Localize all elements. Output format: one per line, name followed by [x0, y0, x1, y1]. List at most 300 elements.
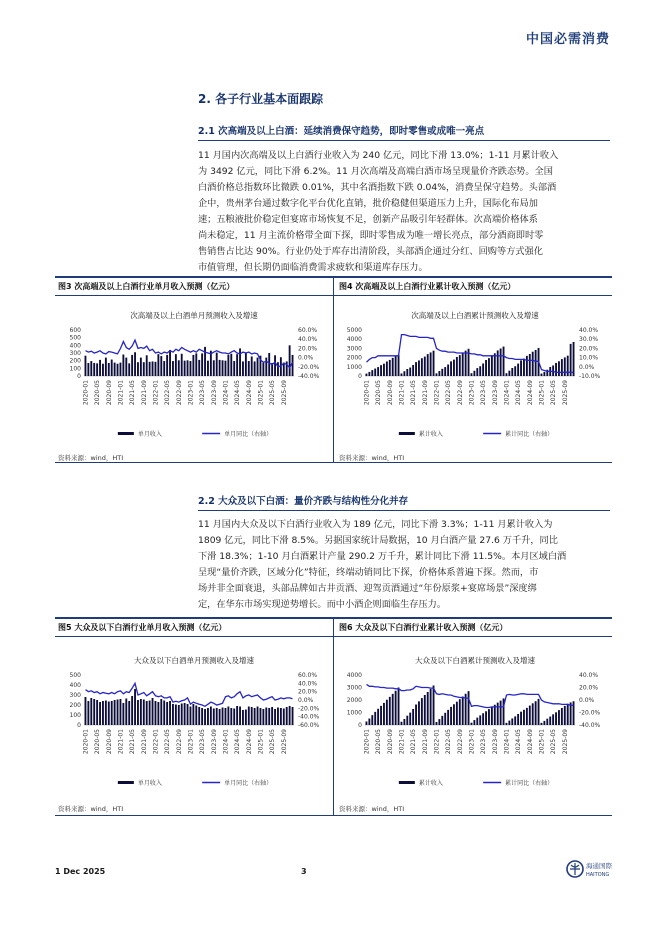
bar	[117, 700, 119, 726]
bar	[105, 701, 107, 726]
x-tick: 2025-05	[550, 380, 558, 406]
y-left-tick: 0	[77, 373, 81, 380]
y-left-tick: 500	[69, 334, 81, 342]
x-tick: 2022-05	[445, 729, 453, 755]
bar	[192, 704, 194, 725]
chart-fig6	[339, 645, 611, 795]
y-left-tick: 3000	[346, 345, 362, 353]
x-tick: 2025-09	[561, 729, 569, 755]
x-tick: 2024-05	[515, 380, 523, 406]
y-left-tick: 500	[69, 672, 81, 679]
y-right-tick: 20.0%	[298, 345, 318, 353]
x-tick: 2022-01	[433, 380, 441, 406]
text-line: 企中，贵州茅台通过数字化平台优化直销，批价稳健但渠道压力上升，国际化布局加	[198, 198, 538, 209]
x-tick: 2024-01	[503, 380, 511, 406]
x-tick: 2021-05	[129, 380, 137, 406]
figure-6-source: 资料来源：wind，HTI	[339, 805, 405, 813]
bar	[163, 361, 165, 376]
legend-label: 累计收入	[418, 780, 443, 787]
x-tick: 2024-09	[245, 729, 253, 755]
bar	[424, 357, 426, 376]
legend-label: 单月收入	[137, 431, 162, 438]
y-right-tick: 20.0%	[579, 684, 599, 692]
x-tick: 2020-05	[94, 729, 102, 755]
bar	[459, 699, 461, 725]
bar	[108, 363, 110, 376]
bar	[122, 703, 124, 725]
bar	[380, 365, 382, 376]
y-right-tick: -20.0%	[298, 705, 320, 713]
y-right-tick: -40.0%	[579, 722, 601, 729]
bar	[286, 707, 288, 725]
bar	[201, 708, 203, 725]
bar	[421, 698, 423, 725]
x-tick: 2022-01	[433, 729, 441, 755]
bar	[225, 361, 227, 376]
x-tick: 2023-05	[199, 729, 207, 755]
bar	[473, 371, 475, 376]
bar	[514, 366, 516, 376]
text-line: 11 月国内次高端及以上白酒行业收入为 240 亿元，同比下滑 13.0%；1-11 月累计收入	[198, 150, 559, 161]
bar	[175, 354, 177, 376]
bar	[289, 345, 291, 376]
x-tick: 2020-09	[105, 729, 113, 755]
bar	[292, 355, 294, 376]
text-line: 1809 亿元，同比下滑 8.5%。另据国家统计局数据，10 月白酒产量 27.6 万千升，同比	[198, 535, 558, 546]
bar	[216, 353, 218, 376]
bar	[274, 355, 276, 376]
bar	[233, 361, 235, 376]
x-tick: 2021-05	[410, 729, 418, 755]
bar	[114, 700, 116, 725]
bar	[190, 707, 192, 726]
haitong-logo-icon	[566, 858, 616, 880]
bar	[248, 361, 250, 376]
bar	[529, 354, 531, 376]
x-tick: 2024-05	[234, 380, 242, 406]
bar	[140, 358, 142, 376]
x-tick: 2022-01	[152, 729, 160, 755]
bar	[90, 698, 92, 725]
bar	[280, 708, 282, 725]
bar	[503, 347, 505, 376]
bar	[169, 350, 171, 376]
bar	[412, 709, 414, 725]
bar	[251, 356, 253, 376]
x-tick: 2020-01	[363, 380, 371, 406]
bar	[102, 364, 104, 376]
bar	[227, 707, 229, 726]
y-left-tick: 0	[77, 722, 81, 729]
y-left-tick: 5000	[346, 327, 362, 334]
bar	[403, 719, 405, 725]
bar	[401, 722, 403, 725]
x-tick: 2023-09	[210, 380, 218, 406]
legend-bar-swatch	[399, 781, 415, 784]
bar	[265, 358, 267, 376]
bar	[93, 699, 95, 725]
bar	[366, 374, 368, 376]
bar	[558, 710, 560, 725]
chart-title: 次高端及以上白酒单月预测收入及增速	[130, 311, 258, 320]
x-tick: 2024-05	[515, 729, 523, 755]
bar	[236, 354, 238, 376]
bar	[117, 364, 119, 376]
bar	[93, 363, 95, 376]
bar	[257, 358, 259, 376]
text-line: 白酒价格总指数环比微跌 0.01%，其中名酒指数下跌 0.04%，消费呈保守趋势。头部酒	[198, 182, 557, 193]
x-tick: 2023-01	[468, 380, 476, 406]
bar	[227, 355, 229, 376]
bar	[374, 369, 376, 376]
bar	[517, 714, 519, 725]
x-tick: 2023-05	[480, 729, 488, 755]
bar	[181, 354, 183, 376]
bar	[225, 708, 227, 725]
bar	[239, 707, 241, 726]
y-left-tick: 0	[358, 373, 362, 380]
legend-label: 累计收入	[418, 431, 443, 438]
bar	[245, 353, 247, 376]
bar	[506, 723, 508, 725]
x-tick: 2020-09	[386, 729, 394, 755]
y-left-tick: 400	[69, 682, 81, 689]
bar	[398, 355, 400, 376]
bar	[479, 715, 481, 725]
bar	[210, 707, 212, 726]
y-left-tick: 400	[69, 342, 81, 350]
bar	[207, 361, 209, 376]
figure-panel-bottom-rule	[55, 462, 612, 463]
x-tick: 2023-09	[491, 729, 499, 755]
y-right-tick: -20.0%	[298, 363, 320, 371]
bar	[532, 703, 534, 725]
bar	[137, 362, 139, 376]
bar	[85, 697, 87, 725]
bar	[462, 697, 464, 726]
bar	[424, 695, 426, 725]
x-tick: 2021-09	[421, 729, 429, 755]
y-left-tick: 1000	[346, 709, 362, 717]
bar	[386, 361, 388, 376]
bar	[444, 367, 446, 376]
bar	[178, 360, 180, 376]
x-tick: 2024-01	[222, 380, 230, 406]
bar	[131, 355, 133, 376]
bar	[239, 348, 241, 376]
y-right-tick: -60.0%	[298, 722, 320, 729]
bar	[254, 361, 256, 376]
bar	[526, 708, 528, 725]
y-right-tick: 0.0%	[579, 363, 595, 371]
figure-6-title: 图6 大众及以下白酒行业累计收入预测（亿元）	[339, 623, 508, 632]
bar	[248, 707, 250, 726]
bar	[398, 688, 400, 726]
bar	[529, 706, 531, 725]
bar	[143, 700, 145, 726]
bar	[230, 354, 232, 376]
bar	[406, 716, 408, 725]
bar	[374, 712, 376, 725]
y-left-tick: 600	[69, 327, 81, 334]
bar	[120, 699, 122, 725]
bar	[175, 705, 177, 726]
bar	[543, 372, 545, 376]
figure-5-title: 图5 大众及以下白酒行业单月收入预测（亿元）	[58, 623, 227, 632]
bar	[152, 361, 154, 376]
legend-bar-swatch	[118, 781, 134, 784]
x-tick: 2022-05	[164, 380, 172, 406]
bar	[87, 701, 89, 725]
bar	[157, 354, 159, 376]
x-tick: 2021-01	[117, 380, 125, 406]
y-right-tick: 40.0%	[298, 336, 318, 344]
x-tick: 2021-01	[117, 729, 125, 755]
subsection-title-2-2: 2.2 大众及以下白酒：量价齐跌与结构性分化并存	[198, 496, 409, 507]
bar	[96, 700, 98, 725]
x-tick: 2025-01	[257, 729, 265, 755]
y-left-tick: 2000	[346, 697, 362, 704]
bar	[219, 709, 221, 725]
bar	[134, 352, 136, 376]
x-tick: 2020-01	[363, 729, 371, 755]
bar	[453, 360, 455, 376]
bar	[245, 710, 247, 726]
bar	[131, 696, 133, 725]
bar	[415, 705, 417, 726]
x-tick: 2023-05	[480, 380, 488, 406]
bar	[178, 705, 180, 725]
bar	[520, 712, 522, 725]
text-line: 呈现“量价齐跌，区域分化”特征，终端动销同比下探，价格体系普遍下探。然而，市	[198, 567, 539, 578]
bar	[436, 722, 438, 725]
bar	[500, 701, 502, 725]
bar	[213, 709, 215, 726]
bar	[488, 709, 490, 725]
bar	[96, 363, 98, 376]
bar	[450, 361, 452, 376]
chart-title: 次高端及以上白酒累计预测收入及增速	[411, 311, 539, 320]
x-tick: 2022-09	[175, 380, 183, 406]
bar	[392, 694, 394, 725]
x-tick: 2021-05	[129, 729, 137, 755]
chart-fig3	[58, 300, 330, 446]
bar	[558, 361, 560, 376]
bar	[389, 697, 391, 725]
series-line	[367, 335, 574, 373]
bar	[377, 367, 379, 376]
bar	[242, 361, 244, 376]
x-tick: 2023-01	[468, 729, 476, 755]
bar	[128, 701, 130, 725]
bar	[160, 699, 162, 725]
bar	[85, 356, 87, 376]
bar	[111, 701, 113, 725]
bar	[371, 715, 373, 725]
text-line: 11 月国内大众及以下白酒行业收入为 189 亿元，同比下滑 3.3%；1-11 月累计收入为	[198, 519, 553, 530]
bar	[292, 707, 294, 725]
section-title: 2. 各子行业基本面跟踪	[198, 92, 324, 106]
bar	[497, 703, 499, 725]
subsection-title-2-1: 2.1 次高端及以上白酒：延续消费保守趋势，即时零售或成唯一亮点	[198, 126, 485, 137]
bar	[236, 706, 238, 725]
x-tick: 2020-01	[82, 380, 90, 406]
bar	[254, 708, 256, 725]
y-left-tick: 2000	[346, 354, 362, 362]
bar	[465, 351, 467, 376]
bar	[216, 708, 218, 725]
bar	[371, 370, 373, 376]
bar	[128, 363, 130, 376]
bar	[152, 698, 154, 725]
bar	[564, 357, 566, 376]
figure-3-source: 资料来源：wind，HTI	[58, 454, 124, 462]
bar	[508, 721, 510, 725]
bar	[108, 702, 110, 726]
bar	[102, 701, 104, 725]
bar	[476, 718, 478, 725]
bar	[368, 372, 370, 376]
bar	[462, 352, 464, 376]
y-right-tick: -40.0%	[298, 373, 320, 380]
bar	[552, 714, 554, 725]
bar	[157, 702, 159, 725]
footer-date: 1 Dec 2025	[55, 867, 106, 876]
bar	[456, 702, 458, 725]
bar	[122, 355, 124, 376]
bar	[271, 707, 273, 725]
bar	[488, 358, 490, 376]
header-brand: 中国必需消费	[525, 32, 610, 47]
text-line: 定，在华东市场实现逆势增长。而中小酒企则面临生存压力。	[198, 599, 447, 610]
figure-panel-divider	[333, 276, 334, 463]
bar	[541, 374, 543, 376]
bar	[268, 353, 270, 376]
bar	[491, 707, 493, 725]
x-tick: 2023-09	[210, 729, 218, 755]
bar	[163, 701, 165, 726]
bar	[412, 365, 414, 376]
bar	[517, 364, 519, 376]
x-tick: 2021-09	[140, 729, 148, 755]
bar	[166, 355, 168, 376]
bar	[403, 371, 405, 376]
bar	[192, 355, 194, 376]
paragraph-2-2	[198, 517, 612, 613]
x-tick: 2022-09	[175, 729, 183, 755]
bar	[274, 709, 276, 725]
y-right-tick: 20.0%	[579, 345, 599, 353]
x-tick: 2020-05	[375, 729, 383, 755]
bar	[262, 709, 264, 725]
x-tick: 2024-09	[526, 729, 534, 755]
x-tick: 2024-09	[245, 380, 253, 406]
haitong-logo	[566, 858, 616, 878]
x-tick: 2025-01	[257, 380, 265, 406]
x-tick: 2022-05	[164, 729, 172, 755]
bar	[546, 719, 548, 725]
bar	[184, 703, 186, 725]
bar	[555, 363, 557, 376]
bar	[257, 707, 259, 726]
bar	[482, 363, 484, 376]
bar	[366, 722, 368, 726]
bar	[155, 362, 157, 376]
bar	[201, 353, 203, 376]
bar	[172, 361, 174, 376]
bar	[567, 704, 569, 725]
bar	[473, 720, 475, 725]
bar	[427, 354, 429, 376]
bar	[514, 716, 516, 725]
bar	[383, 703, 385, 725]
x-tick: 2024-01	[222, 729, 230, 755]
x-tick: 2024-09	[526, 380, 534, 406]
y-right-tick: 10.0%	[579, 354, 599, 362]
figure-5-source: 资料来源：wind，HTI	[58, 805, 124, 813]
bar	[219, 360, 221, 376]
x-tick: 2023-01	[187, 729, 195, 755]
x-tick: 2023-09	[491, 380, 499, 406]
bar	[283, 709, 285, 726]
bar	[120, 363, 122, 376]
bar	[468, 691, 470, 725]
bar	[190, 361, 192, 376]
bar	[125, 358, 127, 376]
bar	[438, 719, 440, 725]
logo-text: 海通国際	[586, 862, 612, 870]
bar	[520, 360, 522, 376]
bar	[564, 706, 566, 725]
bar	[198, 360, 200, 376]
legend-label: 单月收入	[137, 780, 162, 787]
y-left-tick: 4000	[346, 672, 362, 679]
bar	[570, 344, 572, 376]
legend-label: 累计同比（右轴）	[505, 431, 554, 438]
text-line: 售销售占比达 90%。行业仍处于库存出清阶段，头部酒企通过分红、回购等方式强化	[198, 246, 543, 257]
bar	[160, 356, 162, 376]
bar	[491, 355, 493, 376]
bar	[137, 700, 139, 725]
y-left-tick: 300	[69, 350, 81, 357]
bar	[204, 709, 206, 725]
bar	[222, 360, 224, 376]
x-tick: 2024-05	[234, 729, 242, 755]
y-left-tick: 100	[69, 712, 81, 719]
bar	[87, 363, 89, 376]
bar	[260, 708, 262, 725]
legend-label: 单月同比（右轴）	[224, 431, 273, 438]
bar	[169, 701, 171, 725]
bar	[143, 362, 145, 376]
bar	[207, 708, 209, 725]
y-left-tick: 300	[69, 692, 81, 699]
bar	[265, 708, 267, 726]
bar	[438, 371, 440, 376]
y-left-tick: 200	[69, 702, 81, 709]
y-left-tick: 3000	[346, 684, 362, 692]
bar	[444, 713, 446, 725]
y-right-tick: 0.0%	[298, 697, 314, 704]
chart-fig4	[339, 300, 611, 446]
series-line	[367, 684, 574, 707]
bar	[172, 704, 174, 725]
bar	[289, 706, 291, 725]
text-line: 下滑 18.3%；1-10 月白酒累计产量 290.2 万千升，累计同比下滑 11.5%。本月区域白酒	[198, 551, 567, 562]
bar	[511, 368, 513, 376]
bar	[380, 706, 382, 725]
x-tick: 2025-09	[280, 380, 288, 406]
